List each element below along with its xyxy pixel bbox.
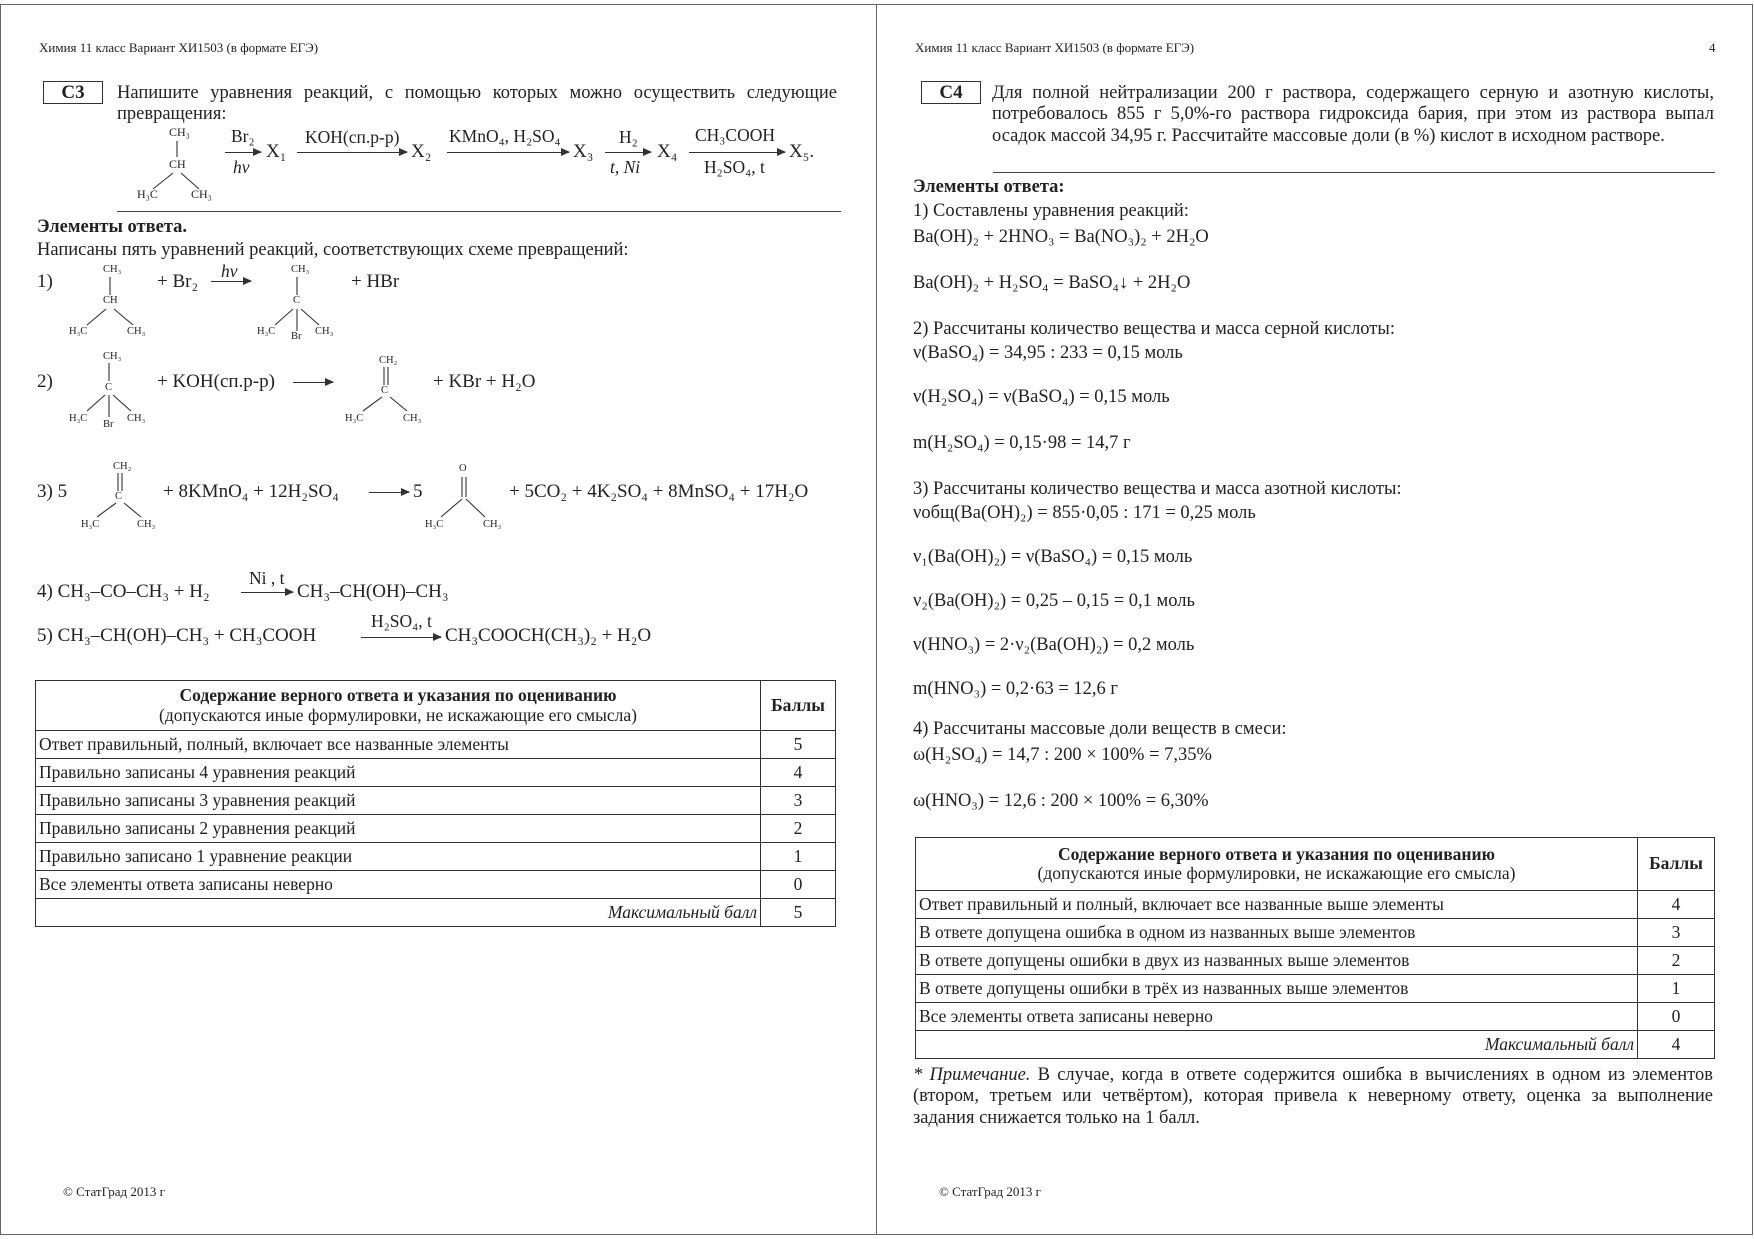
- reaction-arrow: [689, 152, 785, 153]
- struct-label: CH₃: [291, 264, 310, 275]
- reaction-arrow: [241, 592, 293, 593]
- reagent: CH₃COOH: [695, 125, 775, 145]
- table-row: [916, 891, 1715, 919]
- reagent: KMnO₄, H₂SO₄: [449, 126, 561, 146]
- equation-right: CH₃COOCH(CH₃)₂ + H₂O: [445, 625, 652, 646]
- struct-label: C: [105, 382, 113, 393]
- coefficient: 5: [413, 481, 423, 502]
- struct-label: CH₂: [379, 355, 398, 366]
- struct-label: CH₃: [191, 187, 212, 201]
- header-points: Баллы: [1638, 838, 1715, 891]
- page-number: 4: [1709, 40, 1716, 55]
- header-cell: [36, 681, 761, 731]
- struct-label: CH₃: [137, 519, 156, 530]
- struct-label: CH₃: [103, 264, 122, 275]
- points: 4: [1638, 891, 1715, 919]
- struct-label: Br: [291, 331, 302, 342]
- reagent: KOH(сп.р-р): [305, 127, 400, 147]
- condition: H₂SO₄, t: [704, 157, 765, 177]
- struct-label: CH₃: [403, 413, 422, 424]
- step-heading: 2) Рассчитаны количество вещества и масса серной кислоты:: [913, 319, 1395, 339]
- struct-label: H₃C: [345, 413, 364, 424]
- struct-label: CH₃: [127, 326, 146, 337]
- table-row: [916, 919, 1715, 947]
- calc-line: ν(H₂SO₄) = ν(BaSO₄) = 0,15 моль: [913, 387, 1170, 407]
- points: 5: [761, 731, 836, 759]
- points: 3: [761, 787, 836, 815]
- bromo-bonds: [263, 275, 333, 335]
- condition: H₂SO₄, t: [371, 611, 432, 631]
- header-main: Содержание верного ответа и указания по оцениванию: [1058, 843, 1495, 864]
- points: 1: [1638, 975, 1715, 1003]
- max-points: 4: [1638, 1031, 1715, 1059]
- task-text: Напишите уравнения реакций, с помощью которых можно осуществить следующие превращения:: [117, 83, 837, 125]
- header-points: Баллы: [761, 681, 836, 731]
- header-sub: (допускаются иные формулировки, не искажающие его смысла): [159, 704, 637, 725]
- struct-label: H₃C: [69, 413, 88, 424]
- step-heading: 4) Рассчитаны массовые доли веществ в смеси:: [913, 719, 1287, 739]
- table-row: [916, 947, 1715, 975]
- task-text: Для полной нейтрализации 200 г раствора, содержащего серную и азотную кислоты, потребовалось 855 г 5,0%-го раствора гидроксида бария, при этом из раствора выпал осадок массой 34,95 г. Рассчитайте массовые доли (в %) кислот в исходном растворе.: [992, 83, 1714, 146]
- intermediate: X₂: [411, 141, 432, 162]
- struct-label: C: [293, 295, 301, 306]
- divider: [117, 211, 841, 212]
- points: 3: [1638, 919, 1715, 947]
- struct-label: CH₃: [483, 519, 502, 530]
- product: + HBr: [351, 271, 400, 292]
- calc-line: νобщ(Ba(OH)₂) = 855·0,05 : 171 = 0,25 моль: [913, 503, 1256, 523]
- table-row: [36, 815, 836, 843]
- propene-bonds: [351, 365, 421, 417]
- products: + KBr + H₂O: [433, 371, 536, 392]
- condition: t, Ni: [610, 157, 641, 177]
- reaction-arrow: [297, 152, 407, 153]
- criterion: Правильно записаны 4 уравнения реакций: [36, 759, 761, 787]
- page-footer: © СтатГрад 2013 г: [63, 1184, 165, 1199]
- left-page: [0, 4, 877, 1235]
- table-header-row: [36, 681, 836, 731]
- struct-label: Br: [103, 419, 114, 430]
- grading-table: [35, 680, 836, 927]
- table-row: [36, 843, 836, 871]
- equation-left: 5) CH₃–CH(OH)–CH₃ + CH₃COOH: [37, 625, 317, 646]
- struct-label: CH₂: [113, 461, 132, 472]
- equation-left: 4) CH₃–CO–CH₃ + H₂: [37, 581, 210, 602]
- intermediate: X₁: [266, 141, 287, 162]
- struct-label: H₃C: [69, 326, 88, 337]
- page-footer: © СтатГрад 2013 г: [939, 1184, 1041, 1199]
- page-header: Химия 11 класс Вариант ХИ1503 (в формате ЕГЭ): [39, 40, 319, 55]
- struct-label: CH₃: [169, 125, 190, 139]
- equation-number: 1): [37, 271, 53, 292]
- points: 2: [1638, 947, 1715, 975]
- criterion: В ответе допущены ошибки в трёх из названных выше элементов: [916, 975, 1638, 1003]
- table-row: [36, 871, 836, 899]
- points: 0: [1638, 1003, 1715, 1031]
- struct-label: CH: [169, 157, 186, 171]
- reagent: + KOH(сп.р-р): [157, 371, 275, 392]
- equation-number: 3) 5: [37, 481, 68, 502]
- task-label: С3: [43, 81, 103, 104]
- struct-label: H₃C: [137, 187, 158, 201]
- points: 1: [761, 843, 836, 871]
- right-page: [876, 4, 1753, 1235]
- equation-line: Ba(OH)₂ + 2HNO₃ = Ba(NO₃)₂ + 2H₂O: [913, 227, 1209, 247]
- step-heading: 3) Рассчитаны количество вещества и масса азотной кислоты:: [913, 479, 1402, 499]
- points: 4: [761, 759, 836, 787]
- isopropyl-bonds: [141, 135, 211, 195]
- reaction-arrow: [293, 382, 333, 383]
- isopropyl-bonds: [75, 275, 145, 331]
- page-header: Химия 11 класс Вариант ХИ1503 (в формате ЕГЭ): [915, 40, 1195, 55]
- reaction-arrow: [369, 492, 409, 493]
- divider: [993, 172, 1715, 173]
- grading-table: [915, 837, 1715, 1059]
- header-cell: [916, 838, 1638, 891]
- reaction-arrow: [211, 281, 251, 282]
- reaction-arrow: [225, 152, 261, 153]
- reaction-arrow: [361, 637, 441, 638]
- struct-label: C: [381, 385, 389, 396]
- criterion: Все элементы ответа записаны неверно: [916, 1003, 1638, 1031]
- max-label: Максимальный балл: [36, 899, 761, 927]
- calc-line: m(H₂SO₄) = 0,15·98 = 14,7 г: [913, 433, 1131, 453]
- struct-label: H₃C: [81, 519, 100, 530]
- reaction-arrow: [605, 152, 651, 153]
- condition: Ni , t: [249, 568, 285, 588]
- calc-line: ν(BaSO₄) = 34,95 : 233 = 0,15 моль: [913, 343, 1183, 363]
- reagent: Br₂: [231, 126, 255, 146]
- calc-line: ν₁(Ba(OH)₂) = ν(BaSO₄) = 0,15 моль: [913, 547, 1193, 567]
- note-label: * Примечание.: [913, 1065, 1031, 1085]
- criterion: В ответе допущены ошибки в двух из названных выше элементов: [916, 947, 1638, 975]
- criterion: Правильно записано 1 уравнение реакции: [36, 843, 761, 871]
- struct-label: CH: [103, 295, 118, 306]
- equation-line: Ba(OH)₂ + H₂SO₄ = BaSO₄↓ + 2H₂O: [913, 273, 1191, 293]
- struct-label: CH₃: [127, 413, 146, 424]
- answer-heading: Элементы ответа:: [913, 177, 1065, 197]
- header-sub: (допускаются иные формулировки, не искажающие его смысла): [1037, 863, 1516, 883]
- struct-label: H₃C: [425, 519, 444, 530]
- equation-right: CH₃–CH(OH)–CH₃: [297, 581, 449, 602]
- criterion: Правильно записаны 2 уравнения реакций: [36, 815, 761, 843]
- table-row: [36, 759, 836, 787]
- product: X₅.: [789, 141, 815, 162]
- table-max-row: [916, 1031, 1715, 1059]
- products: + 5CO₂ + 4K₂SO₄ + 8MnSO₄ + 17H₂O: [509, 481, 809, 502]
- struct-label: H₃C: [257, 326, 276, 337]
- max-points: 5: [761, 899, 836, 927]
- reagent: H₂: [619, 127, 638, 147]
- condition: hv: [233, 157, 250, 177]
- calc-line: ω(H₂SO₄) = 14,7 : 200 × 100% = 7,35%: [913, 745, 1212, 765]
- note: [913, 1065, 1713, 1129]
- criterion: Правильно записаны 3 уравнения реакций: [36, 787, 761, 815]
- criterion: Все элементы ответа записаны неверно: [36, 871, 761, 899]
- calc-line: ν(HNO₃) = 2·ν₂(Ba(OH)₂) = 0,2 моль: [913, 635, 1195, 655]
- task-label: С4: [921, 81, 981, 104]
- bromo-bonds: [75, 361, 145, 421]
- header-main: Содержание верного ответа и указания по оцениванию: [179, 685, 617, 706]
- points: 2: [761, 815, 836, 843]
- reagents: + 8KMnO₄ + 12H₂SO₄: [163, 481, 339, 502]
- note-text: В случае, когда в ответе содержится ошибка в вычислениях в одном из элементов (втором, третьем или четвёртом), которая привела к неверному ответу, оценка за выполнение задания снижается только на 1 балл.: [913, 1065, 1713, 1128]
- table-row: [36, 731, 836, 759]
- condition: hv: [221, 261, 238, 281]
- struct-label: CH₃: [103, 351, 122, 362]
- reagent: + Br₂: [157, 271, 199, 292]
- propene-bonds: [85, 471, 155, 523]
- answer-intro: Написаны пять уравнений реакций, соответствующих схеме превращений:: [37, 240, 629, 260]
- table-row: [916, 1003, 1715, 1031]
- acetone-bonds: [429, 475, 499, 523]
- struct-label: CH₃: [315, 326, 334, 337]
- intermediate: X₄: [657, 141, 678, 162]
- table-max-row: [36, 899, 836, 927]
- points: 0: [761, 871, 836, 899]
- reaction-arrow: [447, 152, 569, 153]
- criterion: В ответе допущена ошибка в одном из названных выше элементов: [916, 919, 1638, 947]
- calc-line: ν₂(Ba(OH)₂) = 0,25 – 0,15 = 0,1 моль: [913, 591, 1195, 611]
- criterion: Ответ правильный и полный, включает все названные выше элементы: [916, 891, 1638, 919]
- criterion: Ответ правильный, полный, включает все названные элементы: [36, 731, 761, 759]
- table-header-row: [916, 838, 1715, 891]
- calc-line: ω(HNO₃) = 12,6 : 200 × 100% = 6,30%: [913, 791, 1209, 811]
- step-heading: 1) Составлены уравнения реакций:: [913, 201, 1189, 221]
- equation-number: 2): [37, 371, 53, 392]
- answer-heading: Элементы ответа.: [37, 217, 188, 237]
- max-label: Максимальный балл: [916, 1031, 1638, 1059]
- intermediate: X₃: [573, 141, 594, 162]
- calc-line: m(HNO₃) = 0,2·63 = 12,6 г: [913, 679, 1118, 699]
- table-row: [916, 975, 1715, 1003]
- struct-label: C: [115, 491, 123, 502]
- struct-label: O: [459, 463, 467, 474]
- table-row: [36, 787, 836, 815]
